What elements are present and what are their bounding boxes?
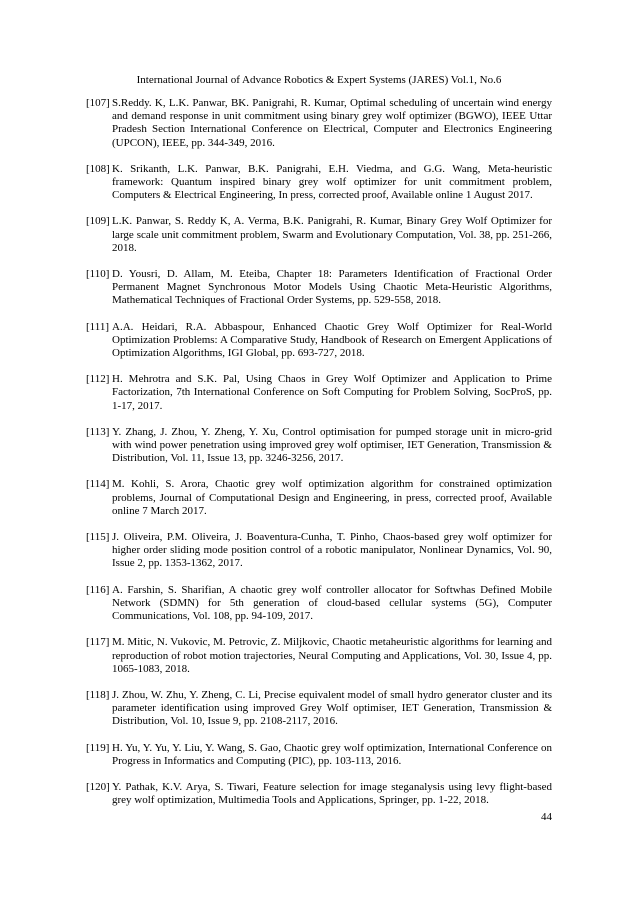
page-number: 44	[541, 811, 552, 823]
reference-item	[86, 215, 552, 255]
journal-header: International Journal of Advance Robotics & Expert Systems (JARES) Vol.1, No.6	[136, 74, 502, 86]
reference-item	[86, 531, 552, 571]
reference-number: [110]	[86, 268, 110, 281]
reference-item	[86, 426, 552, 466]
reference-text: M. Mitic, N. Vukovic, M. Petrovic, Z. Miljkovic, Chaotic metaheuristic algorithms for learning and reproduction of robot motion trajectories, Neural Computing and Applications, Vol. 30, Issue 4, pp. 1065-1083, 2018.	[112, 636, 552, 675]
reference-text: L.K. Panwar, S. Reddy K, A. Verma, B.K. Panigrahi, R. Kumar, Binary Grey Wolf Optimizer for large scale unit commitment problem, Swarm and Evolutionary Computation, Vol. 38, pp. 251-266, 2018.	[112, 215, 552, 254]
reference-number: [115]	[86, 531, 110, 544]
reference-item	[86, 636, 552, 676]
reference-text: J. Zhou, W. Zhu, Y. Zheng, C. Li, Precise equivalent model of small hydro generator cluster and its parameter identification using improved Grey Wolf optimiser, IET Generation, Transmission & Distribution, Vol. 10, Issue 9, pp. 2108-2117, 2016.	[112, 688, 552, 728]
reference-number: [116]	[86, 583, 110, 596]
reference-text: K. Srikanth, L.K. Panwar, B.K. Panigrahi, E.H. Viedma, and G.G. Wang, Meta-heuristic framework: Quantum inspired binary grey wolf optimizer for unit commitment problem, Computers & Electrical Engineering, In press, corrected proof, Available online 1 August 2017.	[112, 162, 552, 202]
reference-number: [112]	[86, 373, 110, 386]
reference-item	[86, 781, 552, 807]
reference-text: H. Yu, Y. Yu, Y. Liu, Y. Wang, S. Gao, Chaotic grey wolf optimization, International Conference on Progress in Informatics and Computing (PIC), pp. 103-113, 2016.	[112, 741, 552, 767]
reference-item	[86, 268, 552, 308]
reference-item	[86, 584, 552, 624]
reference-number: [111]	[86, 320, 110, 333]
reference-item	[86, 689, 552, 729]
reference-item	[86, 742, 552, 768]
reference-text: Y. Pathak, K.V. Arya, S. Tiwari, Feature selection for image steganalysis using levy flight-based grey wolf optimization, Multimedia Tools and Applications, Springer, pp. 1-22, 2018.	[112, 780, 552, 807]
reference-item	[86, 373, 552, 413]
reference-text: Y. Zhang, J. Zhou, Y. Zheng, Y. Xu, Control optimisation for pumped storage unit in micro-grid with wind power penetration using improved grey wolf optimiser, IET Generation, Transmission & Distribution, Vol. 11, Issue 13, pp. 3246-3256, 2017.	[112, 425, 552, 465]
reference-number: [118]	[86, 688, 110, 701]
reference-item	[86, 321, 552, 361]
reference-number: [108]	[86, 162, 110, 175]
reference-number: [113]	[86, 425, 110, 438]
reference-text: J. Oliveira, P.M. Oliveira, J. Boaventura-Cunha, T. Pinho, Chaos-based grey wolf optimizer for higher order sliding mode position control of a robotic manipulator, Nonlinear Dynamics, Vol. 90, Issue 2, pp. 1353-1362, 2017.	[112, 531, 552, 570]
reference-item	[86, 97, 552, 150]
reference-item	[86, 163, 552, 203]
reference-number: [107]	[86, 97, 110, 109]
reference-list	[86, 97, 552, 820]
reference-text: H. Mehrotra and S.K. Pal, Using Chaos in Grey Wolf Optimizer and Application to Prime Factorization, 7th International Conference on Soft Computing for Problem Solving, SocProS, pp. 1-17, 2017.	[112, 373, 552, 412]
reference-text: A. Farshin, S. Sharifian, A chaotic grey wolf controller allocator for Softwhas Defined Mobile Network (SDMN) for 5th generation of cloud-based cellular systems (5G), Computer Communications, Vol. 108, pp. 94-109, 2017.	[112, 583, 552, 623]
reference-text: S.Reddy. K, L.K. Panwar, BK. Panigrahi, R. Kumar, Optimal scheduling of uncertain wind energy and demand response in unit commitment using binary grey wolf optimizer (BGWO), IEEE Uttar Pradesh Section International Conference on Electrical, Computer and Electronics Engineering (UPCON), IEEE, pp. 344-349, 2016.	[112, 97, 552, 149]
reference-number: [114]	[86, 478, 110, 491]
reference-text: D. Yousri, D. Allam, M. Eteiba, Chapter 18: Parameters Identification of Fractional Order Permanent Magnet Synchronous Motor Models Using Chaotic Meta-Heuristic Algorithms, Mathematical Techniques of Fractional Order Systems, pp. 529-558, 2018.	[112, 268, 552, 307]
reference-text: A.A. Heidari, R.A. Abbaspour, Enhanced Chaotic Grey Wolf Optimizer for Real-World Optimization Problems: A Comparative Study, Handbook of Research on Emergent Applications of Optimization Algorithms, IGI Global, pp. 693-727, 2018.	[112, 320, 552, 360]
reference-number: [119]	[86, 741, 110, 754]
reference-number: [120]	[86, 780, 110, 793]
reference-number: [109]	[86, 215, 110, 228]
reference-item	[86, 478, 552, 518]
reference-text: M. Kohli, S. Arora, Chaotic grey wolf optimization algorithm for constrained optimization problems, Journal of Computational Design and Engineering, in press, corrected proof, Available online 7 March 2017.	[112, 478, 552, 517]
reference-number: [117]	[86, 636, 110, 649]
